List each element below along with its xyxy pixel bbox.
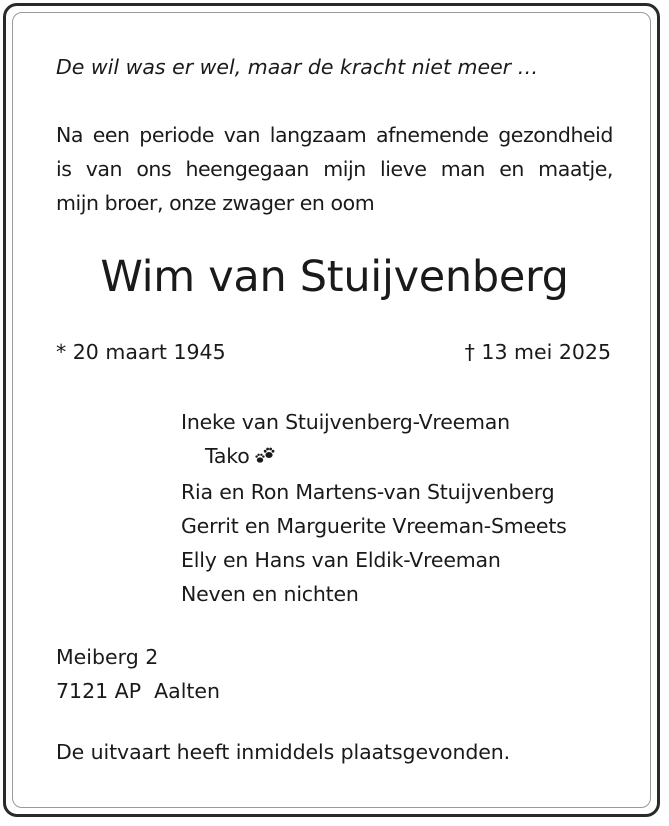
family-relative: Neven en nichten [181, 582, 359, 606]
birth-date: * 20 maart 1945 [56, 340, 226, 364]
address-city: 7121 AP Aalten [56, 679, 221, 703]
intro-paragraph [56, 118, 613, 220]
family-list [181, 405, 567, 611]
family-relative: Gerrit en Marguerite Vreeman-Smeets [181, 514, 567, 538]
address-block [56, 640, 220, 708]
address-street: Meiberg 2 [56, 645, 159, 669]
pet-name: Tako [205, 444, 250, 468]
closing-text: De uitvaart heeft inmiddels plaatsgevonden. [56, 740, 511, 764]
intro-line: Na een periode van langzaam afnemende gezondheid [56, 123, 613, 147]
family-spouse: Ineke van Stuijvenberg-Vreeman [181, 410, 510, 434]
intro-line: mijn broer, onze zwager en oom [56, 191, 375, 215]
paw-icon [254, 441, 276, 475]
motto: De wil was er wel, maar de kracht niet meer … [56, 55, 539, 79]
deceased-name: Wim van Stuijvenberg [100, 252, 569, 302]
death-date: † 13 mei 2025 [464, 340, 611, 364]
family-relative: Elly en Hans van Eldik-Vreeman [181, 548, 501, 572]
family-pet [181, 439, 567, 475]
family-relative: Ria en Ron Martens-van Stuijvenberg [181, 480, 555, 504]
intro-line: is van ons heengegaan mijn lieve man en maatje, [56, 157, 613, 181]
